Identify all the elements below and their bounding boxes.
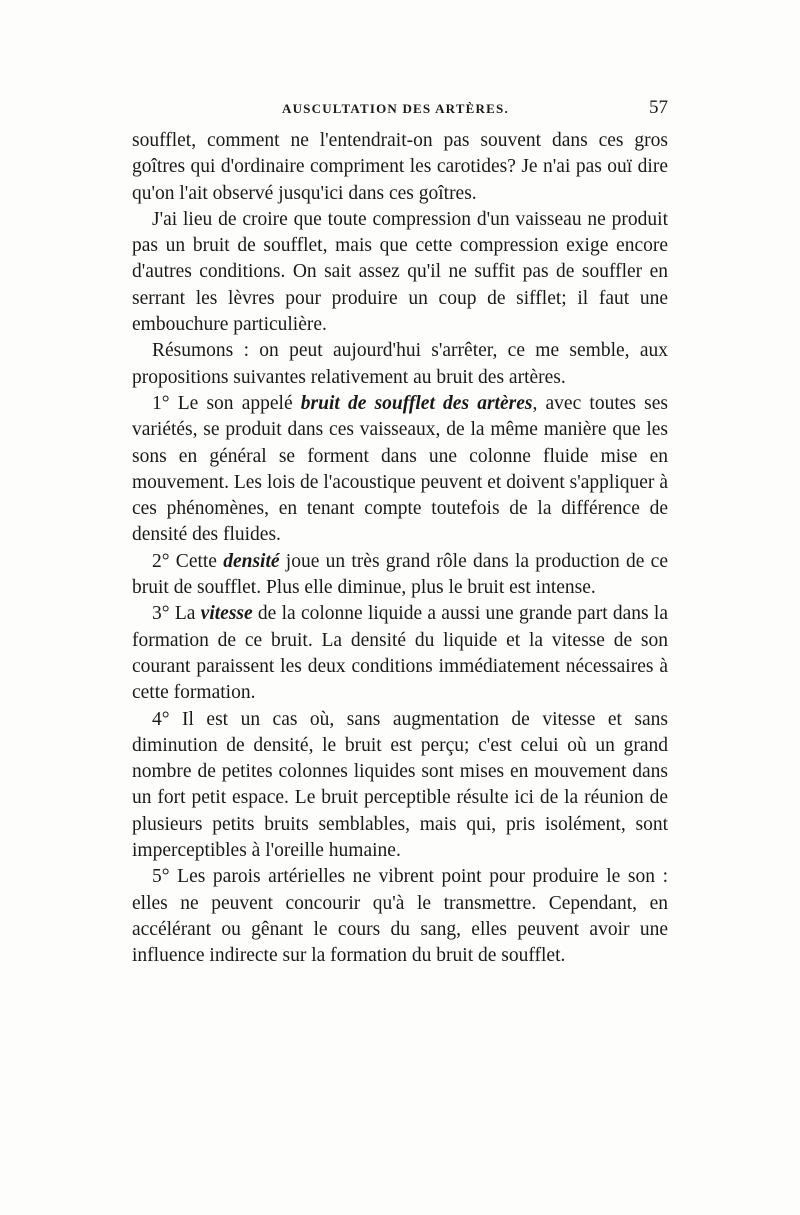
page-header xyxy=(132,97,668,123)
proposition-5 xyxy=(132,864,668,969)
proposition-text: Les parois artérielles ne vibrent point pour produire le son : elles ne peuvent concourir qu'à le transmettre. Cependant, en accélérant ou gênant le cours du sang, elles peuvent avoir une influence indirecte sur la formation du bruit de soufflet. xyxy=(132,866,668,967)
proposition-2 xyxy=(132,549,668,602)
emphasis-term: densité xyxy=(223,550,280,572)
running-title: AUSCULTATION DES ARTÈRES. xyxy=(282,101,509,116)
proposition-number: 3° xyxy=(152,603,170,625)
proposition-text: La xyxy=(169,603,201,625)
page-number: 57 xyxy=(649,97,668,118)
proposition-text: joue un très grand rôle dans la production de ce bruit de soufflet. Plus elle diminue, plus le bruit est intense. xyxy=(132,550,668,599)
proposition-text: Le son appelé xyxy=(169,392,301,414)
proposition-number: 2° xyxy=(152,550,170,572)
proposition-3 xyxy=(132,601,668,706)
proposition-number: 5° xyxy=(152,866,170,888)
emphasis-term: vitesse xyxy=(200,603,253,625)
proposition-4 xyxy=(132,707,668,865)
proposition-1 xyxy=(132,391,668,549)
proposition-number: 4° xyxy=(152,708,170,730)
proposition-text: de la colonne liquide a aussi une grande part dans la formation de ce bruit. La densité du liquide et la vitesse de son courant paraissent les deux conditions immédiatement nécessaires à cette formation. xyxy=(132,603,668,704)
proposition-text: , avec toutes ses variétés, se produit dans ces vaisseaux, de la même manière que les sons en général se forment dans une colonne fluide mise en mouvement. Les lois de l'acoustique peuvent et doivent s'appliquer à ces phénomènes, en tenant compte toutefois de la différence de densité des fluides. xyxy=(132,392,668,546)
paragraph-summary: Résumons : on peut aujourd'hui s'arrêter, ce me semble, aux propositions suivantes relativement au bruit des artères. xyxy=(132,340,668,388)
body-text xyxy=(132,128,668,970)
paragraph-continued: soufflet, comment ne l'entendrait-on pas souvent dans ces gros goîtres qui d'ordinaire compriment les carotides? Je n'ai pas ouï dire qu'on l'ait observé jusqu'ici dans ces goîtres. xyxy=(132,130,668,204)
proposition-number: 1° xyxy=(152,392,170,414)
proposition-text: Il est un cas où, sans augmentation de vitesse et sans diminution de densité, le bruit est perçu; c'est celui où un grand nombre de petites colonnes liquides sont mises en mouvement dans un fort petit espace. Le bruit perceptible résulte ici de la réunion de plusieurs petits bruits semblables, mais qui, pris isolément, sont imperceptibles à l'oreille humaine. xyxy=(132,708,668,862)
paragraph-compression: J'ai lieu de croire que toute compression d'un vaisseau ne produit pas un bruit de soufflet, mais que cette compression exige encore d'autres conditions. On sait assez qu'il ne suffit pas de souffler en serrant les lèvres pour produire un coup de sifflet; il faut une embouchure particulière. xyxy=(132,208,668,336)
proposition-text: Cette xyxy=(169,550,224,572)
emphasis-term: bruit de soufflet des artères xyxy=(300,392,533,414)
